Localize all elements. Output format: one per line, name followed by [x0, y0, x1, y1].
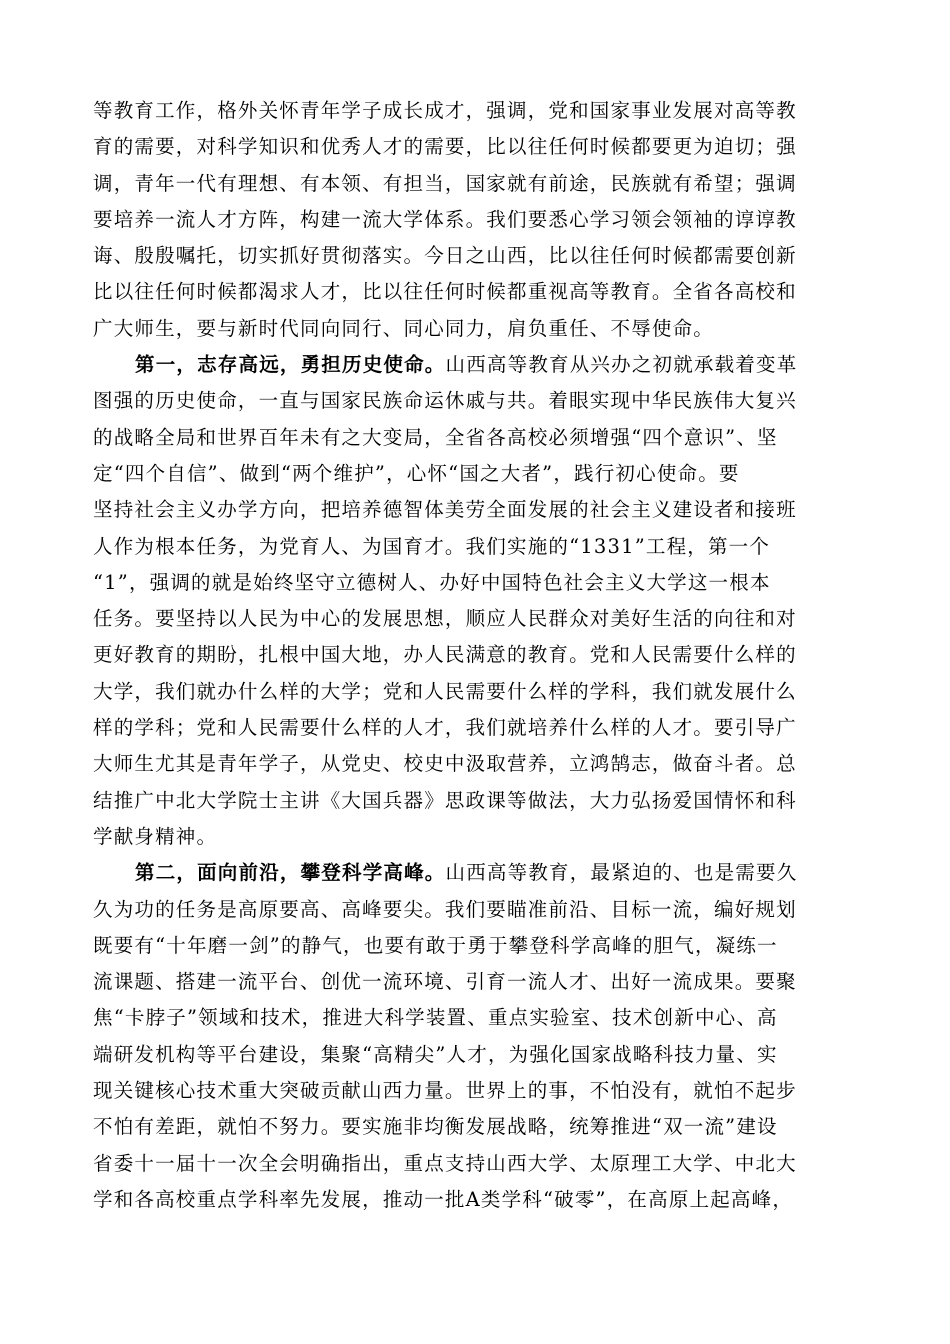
- text-line: 流课题、搭建一流平台、创优一流环境、引育一流人才、出好一流成果。要聚: [93, 970, 797, 994]
- text-line: 诲、殷殷嘱托，切实抓好贯彻落实。今日之山西，比以往任何时候都需要创新: [93, 244, 797, 268]
- text-line: 调，青年一代有理想、有本领、有担当，国家就有前途，民族就有希望；强调: [93, 171, 797, 195]
- text-line: 比以往任何时候都渴求人才，比以往任何时候都重视高等教育。全省各高校和: [93, 280, 797, 304]
- section-2-first-line-text: 山西高等教育，最紧迫的、也是需要久: [445, 861, 798, 885]
- text-line: 现关键核心技术重大突破贡献山西力量。世界上的事，不怕没有，就怕不起步: [93, 1079, 797, 1103]
- document-page: [93, 93, 869, 1218]
- text-line: “1”，强调的就是始终坚守立德树人、办好中国特色社会主义大学这一根本: [93, 570, 771, 594]
- text-line: 更好教育的期盼，扎根中国大地，办人民满意的教育。党和人民需要什么样的: [93, 643, 797, 667]
- text-line: 焦“卡脖子”领域和技术，推进大科学装置、重点实验室、技术创新中心、高: [93, 1006, 778, 1030]
- section-1-heading: 第一，志存高远，勇担历史使命。: [135, 353, 446, 377]
- text-line: 结推广中北大学院士主讲《大国兵器》思政课等做法，大力弘扬爱国情怀和科: [93, 788, 797, 812]
- text-line: 定“四个自信”、做到“两个维护”，心怀“国之大者”，践行初心使命。要: [93, 461, 740, 485]
- text-line: 任务。要坚持以人民为中心的发展思想，顺应人民群众对美好生活的向往和对: [93, 607, 797, 631]
- text-line: 省委十一届十一次全会明确指出，重点支持山西大学、太原理工大学、中北大: [93, 1151, 797, 1175]
- text-line: 广大师生，要与新时代同向同行、同心同力，肩负重任、不辱使命。: [93, 316, 715, 340]
- text-line: 端研发机构等平台建设，集聚“高精尖”人才，为强化国家战略科技力量、实: [93, 1042, 778, 1066]
- text-line: 坚持社会主义办学方向，把培养德智体美劳全面发展的社会主义建设者和接班: [93, 498, 797, 522]
- text-line: 人作为根本任务，为党育人、为国育才。我们实施的“1331”工程，第一个: [93, 534, 771, 558]
- section-1-first-line: [93, 347, 869, 383]
- section-2-heading: 第二，面向前沿，攀登科学高峰。: [135, 861, 446, 885]
- text-line: 要培养一流人才方阵，构建一流大学体系。我们要悉心学习领会领袖的谆谆教: [93, 207, 797, 231]
- text-line: 的战略全局和世界百年未有之大变局，全省各高校必须增强“四个意识”、坚: [93, 425, 778, 449]
- text-line: 图强的历史使命，一直与国家民族命运休戚与共。着眼实现中华民族伟大复兴: [93, 389, 797, 413]
- text-line: 大师生尤其是青年学子，从党史、校史中汲取营养，立鸿鹄志，做奋斗者。总: [93, 752, 797, 776]
- text-line: 等教育工作，格外关怀青年学子成长成才，强调，党和国家事业发展对高等教: [93, 99, 797, 122]
- text-line: 不怕有差距，就怕不努力。要实施非均衡发展战略，统筹推进“双一流”建设: [93, 1115, 778, 1139]
- text-line: 样的学科；党和人民需要什么样的人才，我们就培养什么样的人才。要引导广: [93, 716, 797, 740]
- text-line: 学献身精神。: [93, 824, 218, 848]
- text-line: 久为功的任务是高原要高、高峰要尖。我们要瞄准前沿、目标一流，编好规划: [93, 897, 797, 921]
- text-line: 既要有“十年磨一剑”的静气，也要有敢于勇于攀登科学高峰的胆气，凝练一: [93, 933, 778, 957]
- text-line: 大学，我们就办什么样的大学；党和人民需要什么样的学科，我们就发展什么: [93, 679, 797, 703]
- section-2-first-line: [93, 855, 869, 891]
- text-line: 育的需要，对科学知识和优秀人才的需要，比以往任何时候都要更为迫切；强: [93, 135, 797, 159]
- section-1-first-line-text: 山西高等教育从兴办之初就承载着变革: [445, 353, 798, 377]
- text-line: 学和各高校重点学科率先发展，推动一批A类学科“破零”，在高原上起高峰，: [93, 1187, 794, 1211]
